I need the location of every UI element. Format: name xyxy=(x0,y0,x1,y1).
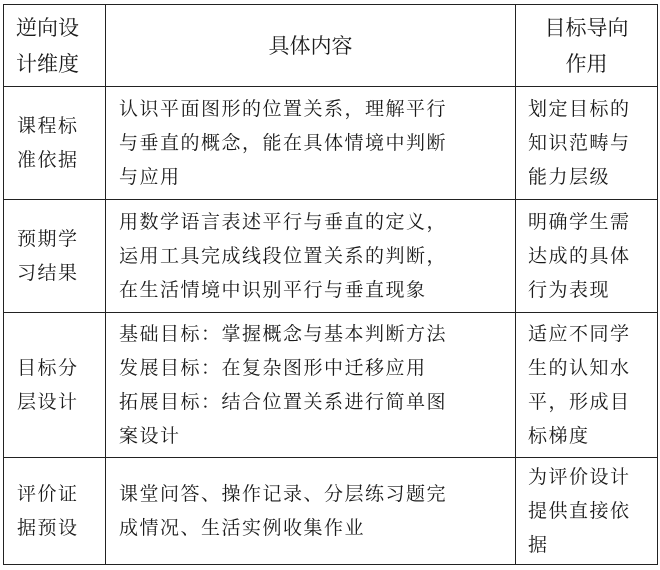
cell-text-line: 明确学生需 xyxy=(528,211,631,233)
cell-text-line: 标梯度 xyxy=(528,425,590,447)
cell-text-line: 评价证 xyxy=(17,483,79,505)
backward-design-table xyxy=(3,4,658,565)
cell-text-line: 提供直接依 xyxy=(528,500,631,522)
cell-text-line: 习结果 xyxy=(17,262,79,284)
cell-text-line: 划定目标的 xyxy=(528,98,631,120)
cell-text-line: 案设计 xyxy=(119,425,181,447)
cell-text-line: 课堂问答、操作记录、分层练习题完 xyxy=(119,483,448,505)
table-row xyxy=(4,458,658,565)
cell-text-line: 成情况、生活实例收集作业 xyxy=(119,517,366,539)
header-role xyxy=(516,5,658,87)
cell-text-line: 平，形成目 xyxy=(528,391,631,413)
content-cell xyxy=(106,313,516,458)
role-cell xyxy=(516,87,658,200)
role-cell xyxy=(516,458,658,565)
table-row xyxy=(4,87,658,200)
header-text-line: 计维度 xyxy=(16,51,79,76)
cell-text-line: 发展目标：在复杂图形中迁移应用 xyxy=(119,357,427,379)
cell-text-line: 在生活情境中识别平行与垂直现象 xyxy=(119,279,427,301)
cell-text-line: 知识范畴与 xyxy=(528,132,631,154)
header-content xyxy=(106,5,516,87)
content-cell xyxy=(106,87,516,200)
cell-text-line: 据预设 xyxy=(17,517,79,539)
content-cell xyxy=(106,458,516,565)
dimension-cell xyxy=(4,458,106,565)
cell-text-line: 为评价设计 xyxy=(528,466,631,488)
header-text-line: 作用 xyxy=(565,51,608,76)
cell-text-line: 课程标 xyxy=(17,115,79,137)
cell-text-line: 目标分 xyxy=(17,357,79,379)
cell-text-line: 用数学语言表述平行与垂直的定义， xyxy=(119,211,448,233)
cell-text-line: 生的认知水 xyxy=(528,357,631,379)
header-text-line: 逆向设 xyxy=(16,15,79,40)
dimension-cell xyxy=(4,87,106,200)
cell-text-line: 行为表现 xyxy=(528,279,611,301)
cell-text-line: 与应用 xyxy=(119,166,181,188)
cell-text-line: 达成的具体 xyxy=(528,245,631,267)
header-text-line: 目标导向 xyxy=(544,15,629,40)
table-row xyxy=(4,200,658,313)
cell-text-line: 能力层级 xyxy=(528,166,611,188)
role-cell xyxy=(516,313,658,458)
cell-text-line: 层设计 xyxy=(17,391,79,413)
content-cell xyxy=(106,200,516,313)
dimension-cell xyxy=(4,200,106,313)
cell-text-line: 基础目标：掌握概念与基本判断方法 xyxy=(119,323,448,345)
cell-text-line: 据 xyxy=(528,534,549,556)
cell-text-line: 与垂直的概念，能在具体情境中判断 xyxy=(119,132,448,154)
role-cell xyxy=(516,200,658,313)
header-text-line: 具体内容 xyxy=(268,33,353,58)
header-dimension xyxy=(4,5,106,87)
cell-text-line: 认识平面图形的位置关系，理解平行 xyxy=(119,98,448,120)
table-row xyxy=(4,313,658,458)
cell-text-line: 准依据 xyxy=(17,149,79,171)
cell-text-line: 运用工具完成线段位置关系的判断， xyxy=(119,245,448,267)
table-header-row xyxy=(4,5,658,87)
cell-text-line: 适应不同学 xyxy=(528,323,631,345)
cell-text-line: 预期学 xyxy=(17,228,79,250)
dimension-cell xyxy=(4,313,106,458)
cell-text-line: 拓展目标：结合位置关系进行简单图 xyxy=(119,391,448,413)
